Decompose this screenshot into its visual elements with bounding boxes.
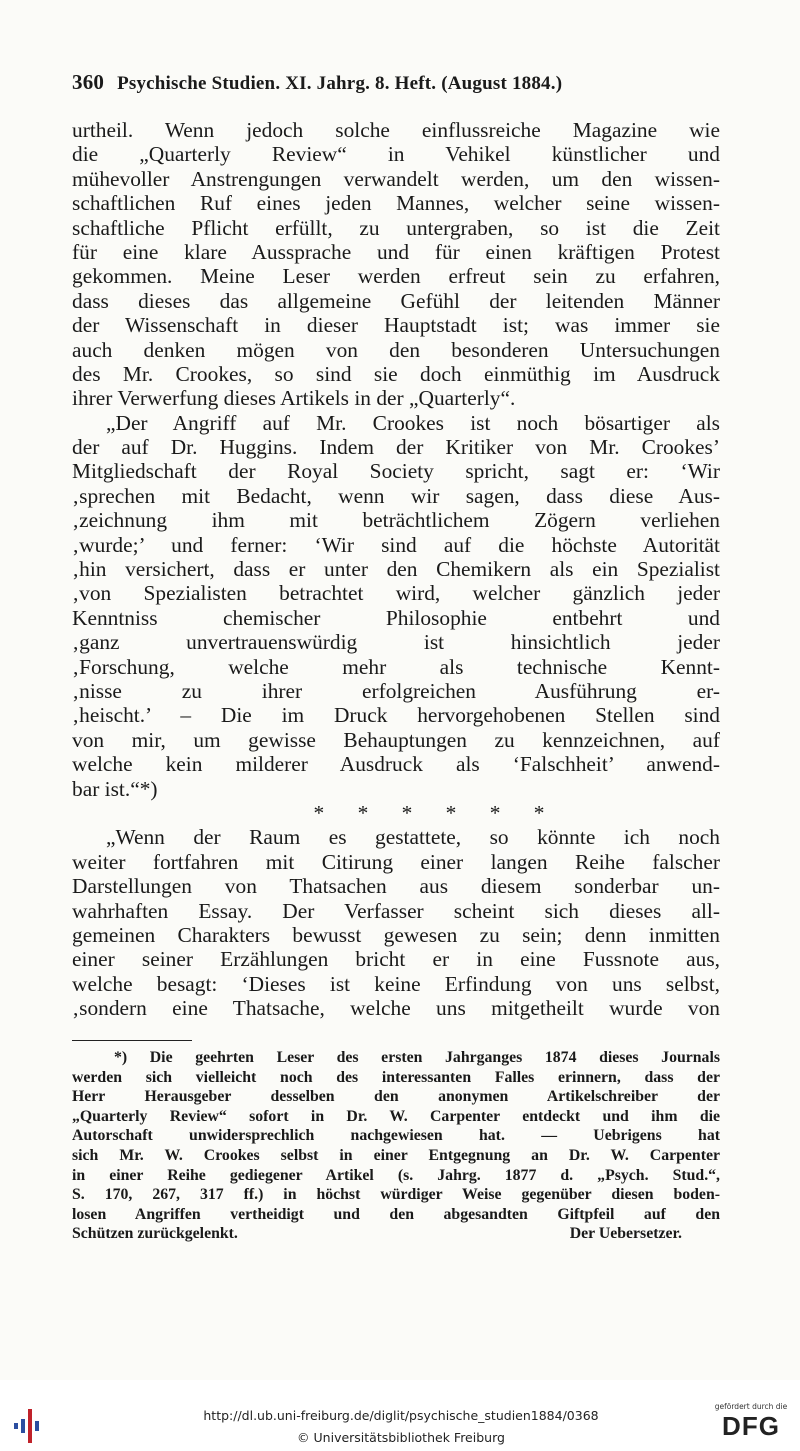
text-line: weiter fortfahren mit Citirung einer langen Reihe falscher	[72, 849, 720, 874]
text-line: der Wissenschaft in dieser Hauptstadt ist; was immer sie	[72, 313, 720, 338]
footnote-line-text: S. 170, 267, 317 ff.) in höchst würdiger Weise gegenüber diesen boden-	[72, 1186, 720, 1204]
page-header	[72, 70, 722, 95]
footnote-line-text: Herr Herausgeber desselben den anonymen Artikelschreiber der	[72, 1088, 720, 1106]
footnote-line	[72, 1107, 720, 1127]
footnote	[72, 1048, 720, 1244]
footnote-line-text: Schützen zurückgelenkt.	[72, 1225, 238, 1243]
text-line: schaftliche Pflicht erfüllt, zu untergraben, so ist die Zeit	[72, 215, 720, 240]
text-line: ‚Forschung, welche mehr als technische Kennt-	[72, 654, 720, 679]
footnote-line-text: werden sich vielleicht noch des interessanten Falles erinnern, dass der	[72, 1068, 720, 1086]
text-line: ‚zeichnung ihm mit beträchtlichem Zögern verliehen	[72, 508, 720, 533]
text-line: welche kein milderer Ausdruck als ‘Falschheit’ anwend-	[72, 752, 720, 777]
footnote-line-text: „Quarterly Review“ sofort in Dr. W. Carpenter entdeckt und ihm die	[72, 1107, 720, 1125]
text-line: gekommen. Meine Leser werden erfreut sein zu erfahren,	[72, 264, 720, 289]
source-url[interactable]: http://dl.ub.uni-freiburg.de/diglit/psychische_studien1884/0368	[203, 1408, 599, 1423]
footnote-line	[72, 1146, 720, 1166]
text-line: gemeinen Charakters bewusst gewesen zu sein; denn inmitten	[72, 922, 720, 947]
text-line: Mitgliedschaft der Royal Society spricht, sagt er: ‘Wir	[72, 459, 720, 484]
text-line: Kenntniss chemischer Philosophie entbehrt und	[72, 605, 720, 630]
text-line: ‚sprechen mit Bedacht, wenn wir sagen, dass diese Aus-	[72, 483, 720, 508]
footnote-line	[72, 1166, 720, 1186]
text-line: ‚heischt.’ – Die im Druck hervorgehobenen Stellen sind	[72, 703, 720, 728]
text-line: „Wenn der Raum es gestattete, so könnte ich noch	[106, 825, 720, 850]
footnote-line	[72, 1126, 720, 1146]
footnote-line	[72, 1048, 720, 1068]
footnote-signature: Der Uebersetzer.	[569, 1225, 682, 1243]
text-line: die „Quarterly Review“ in Vehikel künstlicher und	[72, 142, 720, 167]
text-line: wahrhaften Essay. Der Verfasser scheint sich dieses all-	[72, 898, 720, 923]
text-line: ‚nisse zu ihrer erfolgreichen Ausführung er-	[72, 678, 720, 703]
text-line: bar ist.“*)	[72, 776, 158, 801]
running-title: Psychische Studien. XI. Jahrg. 8. Heft. (August 1884.)	[117, 73, 563, 94]
footnote-line-text: Autorschaft unwidersprechlich nachgewiesen hat. — Uebrigens hat	[72, 1127, 720, 1145]
footnote-line-text: in einer Reihe gediegener Artikel (s. Jahrg. 1877 d. „Psych. Stud.“,	[72, 1166, 720, 1184]
text-line: ‚wurde;’ und ferner: ‘Wir sind auf die höchste Autorität	[72, 532, 720, 557]
copyright-notice: © Universitätsbibliothek Freiburg	[297, 1430, 505, 1445]
footnote-line-text: sich Mr. W. Crookes selbst in einer Entgegnung an Dr. W. Carpenter	[72, 1146, 720, 1164]
text-line: für eine klare Aussprache und für einen kräftigen Protest	[72, 239, 720, 264]
text-line: ihrer Verwerfung dieses Artikels in der „Quarterly“.	[72, 386, 516, 411]
text-line: ‚ganz unvertrauenswürdig ist hinsichtlich jeder	[72, 630, 720, 655]
text-line: mühevoller Anstrengungen verwandelt werden, um den wissen-	[72, 166, 720, 191]
text-line: schaftlichen Ruf eines jeden Mannes, welcher seine wissen-	[72, 191, 720, 216]
footnote-line	[72, 1068, 720, 1088]
text-line: ‚hin versichert, dass er unter den Chemikern als ein Spezialist	[72, 557, 720, 582]
text-line: ‚von Spezialisten betrachtet wird, welcher gänzlich jeder	[72, 581, 720, 606]
text-line: * * * * * *	[313, 800, 559, 825]
text-line: ‚sondern eine Thatsache, welche uns mitgetheilt wurde von	[72, 996, 720, 1021]
text-line: von mir, um gewisse Behauptungen zu kennzeichnen, auf	[72, 727, 720, 752]
text-line: auch denken mögen von den besonderen Untersuchungen	[72, 337, 720, 362]
ub-freiburg-logo-icon	[12, 1405, 44, 1445]
text-line: dass dieses das allgemeine Gefühl der leitenden Männer	[72, 288, 720, 313]
dfg-logo	[706, 1402, 796, 1448]
text-line: urtheil. Wenn jedoch solche einflussreiche Magazine wie	[72, 118, 720, 142]
footnote-line	[72, 1224, 720, 1244]
text-line: einer seiner Erzählungen bricht er in eine Fussnote aus,	[72, 947, 720, 972]
text-line: der auf Dr. Huggins. Indem der Kritiker von Mr. Crookes’	[72, 435, 720, 460]
body-text	[72, 118, 720, 1020]
footnote-line	[72, 1087, 720, 1107]
footnote-line	[72, 1205, 720, 1225]
text-line: welche besagt: ‘Dieses ist keine Erfindung von uns selbst,	[72, 971, 720, 996]
footnote-rule	[72, 1040, 192, 1041]
page-number: 360	[72, 70, 105, 94]
footnote-line-text: losen Angriffen vertheidigt und den abgesandten Giftpfeil auf den	[72, 1205, 720, 1223]
text-line: „Der Angriff auf Mr. Crookes ist noch bösartiger als	[106, 410, 720, 435]
text-line: des Mr. Crookes, so sind sie doch einmüthig im Ausdruck	[72, 361, 720, 386]
footnote-line-text: *) Die geehrten Leser des ersten Jahrganges 1874 dieses Journals	[114, 1049, 720, 1066]
footnote-line	[72, 1185, 720, 1205]
dfg-logo-text: DFG	[722, 1411, 780, 1441]
dfg-funding-note: gefördert durch die	[714, 1402, 788, 1411]
text-line: Darstellungen von Thatsachen aus diesem sonderbar un-	[72, 874, 720, 899]
